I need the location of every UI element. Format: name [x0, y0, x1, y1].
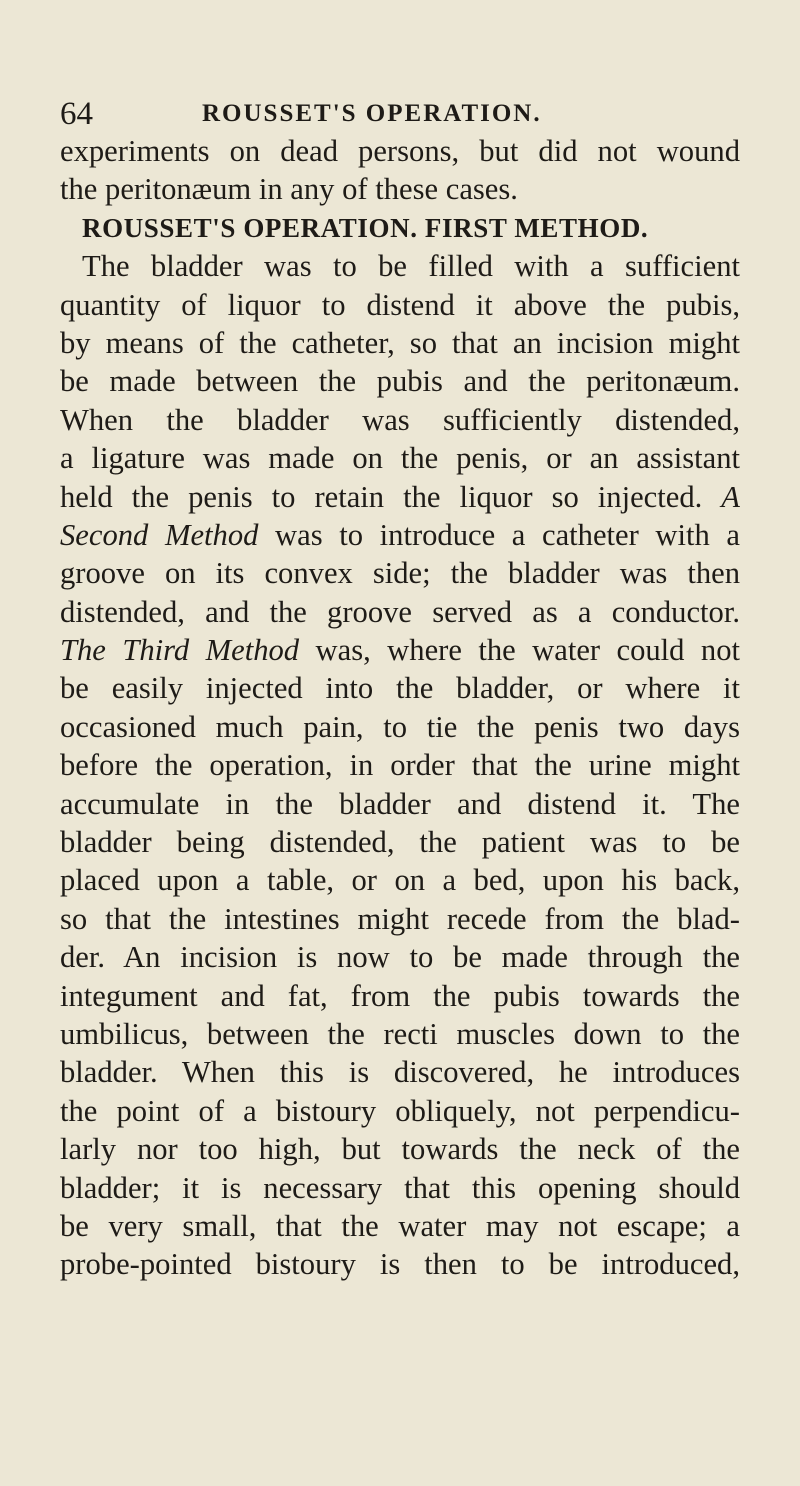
text-line: When the bladder was sufficiently distended,	[60, 402, 740, 437]
text-line: distended, and the groove served as a conductor.	[60, 594, 740, 629]
text-line: be made between the pubis and the peritonæum.	[60, 364, 740, 399]
text-line	[60, 478, 740, 516]
text-line: a ligature was made on the penis, or an assistant	[60, 441, 740, 476]
text-line: accumulate in the bladder and distend it. The	[60, 786, 740, 821]
text-line: so that the intestines might recede from the blad-	[60, 901, 740, 936]
running-head: ROUSSET'S OPERATION.	[202, 100, 542, 127]
text-line: bladder; it is necessary that this opening should	[60, 1170, 740, 1205]
text-line	[60, 516, 740, 554]
text-line: by means of the catheter, so that an incision might	[60, 325, 740, 360]
text-line: before the operation, in order that the urine might	[60, 748, 740, 783]
text-line: placed upon a table, or on a bed, upon his back,	[60, 863, 740, 898]
text-line: quantity of liquor to distend it above the pubis,	[60, 287, 740, 322]
page-number: 64	[60, 96, 93, 132]
text-line: bladder being distended, the patient was to be	[60, 825, 740, 860]
text-line-italic: A	[721, 479, 740, 514]
text-line-roman: held the penis to retain the liquor so injected.	[60, 479, 703, 514]
text-line: The bladder was to be filled with a sufficient	[82, 249, 740, 284]
text-line: be very small, that the water may not escape; a	[60, 1208, 740, 1243]
text-line-italic: Second Method	[60, 517, 259, 552]
text-line: groove on its convex side; the bladder was then	[60, 556, 740, 591]
text-line: experiments on dead persons, but did not wound	[60, 134, 740, 168]
text-line: probe-pointed bistoury is then to be introduced,	[60, 1247, 740, 1282]
text-line: larly nor too high, but towards the neck of the	[60, 1132, 740, 1167]
text-line: the peritonæum in any of these cases.	[60, 172, 518, 207]
text-line: integument and fat, from the pubis towards the	[60, 978, 740, 1013]
body-text	[60, 132, 740, 1284]
text-line	[60, 631, 740, 669]
text-line: the point of a bistoury obliquely, not perpendicu-	[60, 1093, 740, 1128]
section-heading: ROUSSET'S OPERATION. FIRST METHOD.	[82, 212, 649, 243]
text-line: umbilicus, between the recti muscles down to the	[60, 1016, 740, 1051]
text-line-roman: was, where the water could not	[299, 633, 741, 668]
text-line-roman: was to introduce a catheter with a	[258, 517, 740, 552]
text-line: bladder. When this is discovered, he introduces	[60, 1055, 740, 1090]
text-line: der. An incision is now to be made through the	[60, 940, 740, 975]
text-line: be easily injected into the bladder, or where it	[60, 671, 740, 706]
text-line: occasioned much pain, to tie the penis two days	[60, 709, 740, 744]
page-header	[60, 94, 740, 134]
text-line-italic: The Third Method	[60, 633, 300, 668]
